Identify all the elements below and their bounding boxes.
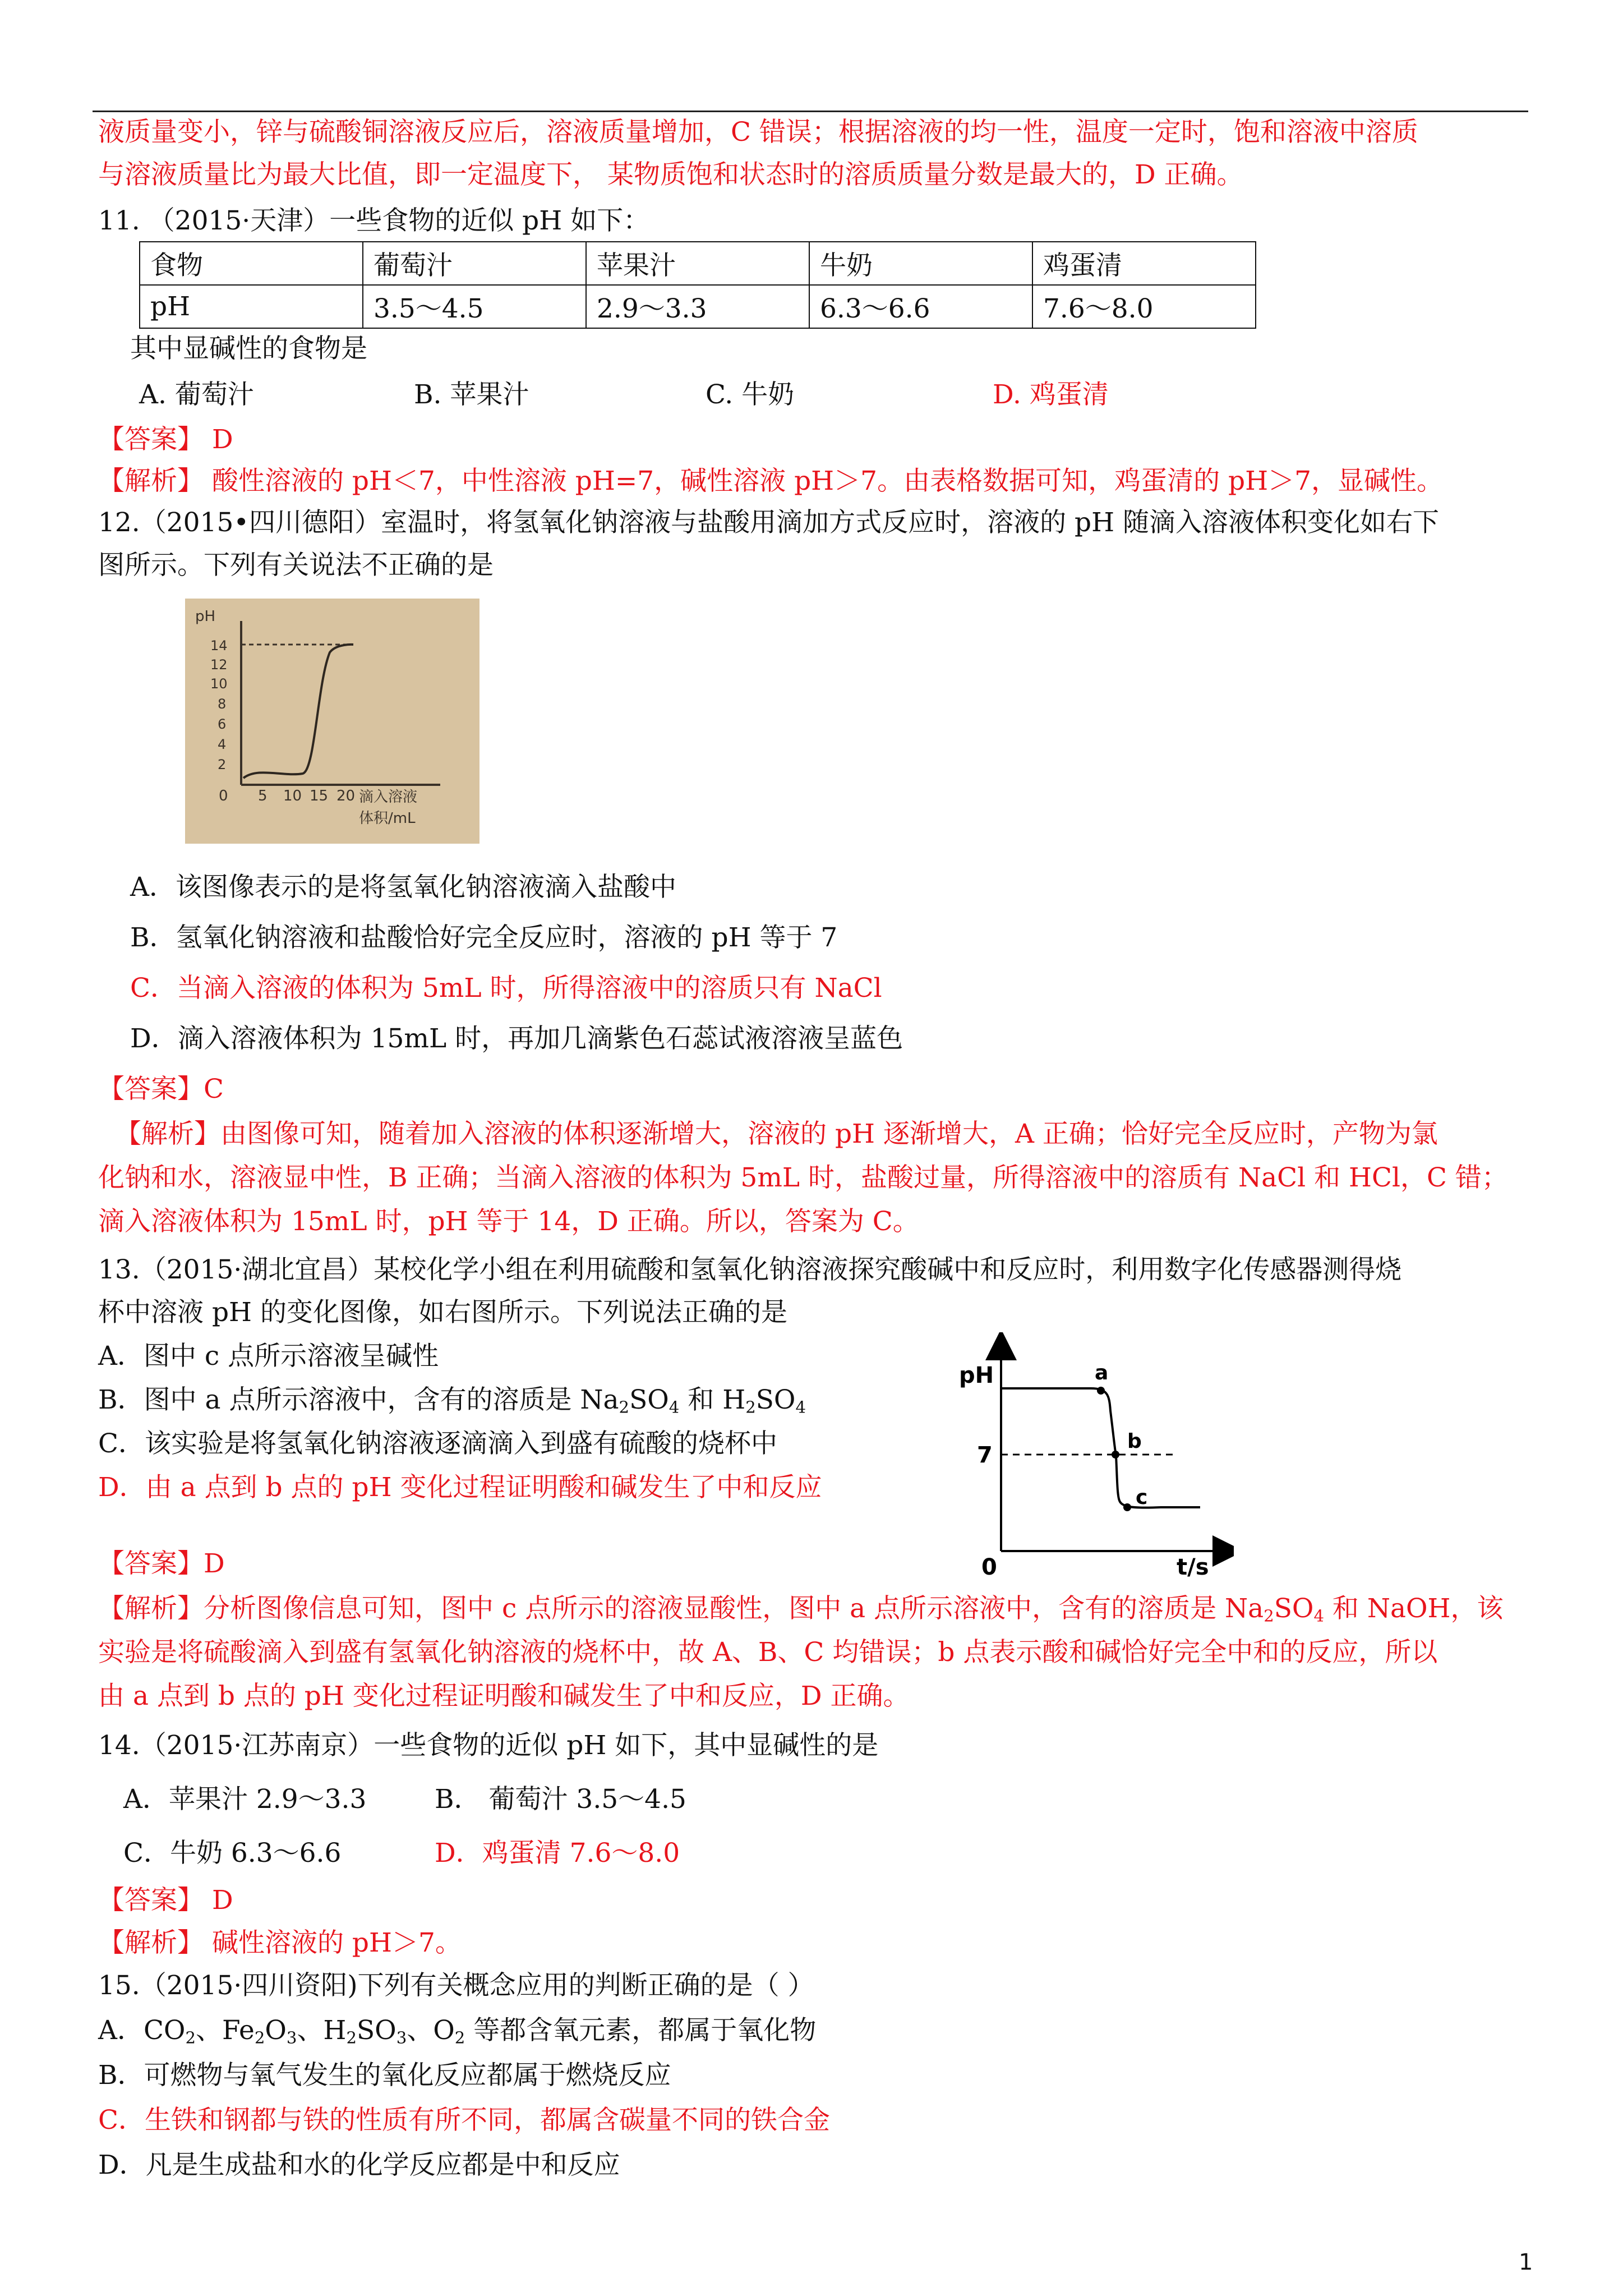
subscript: 3 xyxy=(396,2028,407,2047)
analysis-tag: 【解析】 xyxy=(98,1593,204,1624)
page-number: 1 xyxy=(1519,2249,1533,2275)
fig2-point-a: a xyxy=(1095,1361,1109,1384)
q11-option-b: B. 苹果汁 xyxy=(414,379,529,410)
q13-stem-1: 13.（2015·湖北宜昌）某校化学小组在利用硫酸和氢氧化钠溶液探究酸碱中和反应时，利用数字化传感器测得烧 xyxy=(98,1254,1402,1285)
fig-x-label-2: 体积/mL xyxy=(359,810,416,827)
text: 、Fe xyxy=(195,2015,255,2046)
subscript: 2 xyxy=(346,2028,357,2047)
text: SO xyxy=(755,1384,796,1415)
fig-y-label: pH xyxy=(195,608,216,625)
q15-option-b: B．可燃物与氧气发生的氧化反应都属于燃烧反应 xyxy=(98,2060,671,2091)
q11-stem: 11. （2015·天津）一些食物的近似 pH 如下： xyxy=(98,205,650,236)
text: 分析图像信息可知，图中 c 点所示的溶液显酸性，图中 a 点所示溶液中，含有的溶质是 Na xyxy=(204,1593,1264,1624)
answer-tag: 【答案】 xyxy=(98,1548,204,1579)
q11-option-d: D. 鸡蛋清 xyxy=(993,379,1109,410)
q13-option-a: A．图中 c 点所示溶液呈碱性 xyxy=(98,1341,439,1372)
q13-stem-2: 杯中溶液 pH 的变化图像，如右图所示。下列说法正确的是 xyxy=(98,1297,787,1328)
fig-y-tick: 14 xyxy=(210,638,228,654)
fig2-point-b: b xyxy=(1127,1430,1142,1453)
q14-option-c: C．牛奶 6.3～6.6 xyxy=(123,1838,342,1869)
q11-analysis: 酸性溶液的 pH＜7，中性溶液 pH=7，碱性溶液 pH＞7。由表格数据可知，鸡蛋清的 pH＞7，显碱性。 xyxy=(204,466,1443,496)
q11-question: 其中显碱性的食物是 xyxy=(130,333,367,364)
subscript: 2 xyxy=(619,1397,630,1417)
table-cell: 葡萄汁 xyxy=(363,242,586,285)
q13-option-d: D．由 a 点到 b 点的 pH 变化过程证明酸和碱发生了中和反应 xyxy=(98,1472,822,1503)
table-cell: 苹果汁 xyxy=(586,242,809,285)
q11-ph-table xyxy=(139,241,1256,329)
table-cell: 牛奶 xyxy=(809,242,1032,285)
fig2-point-c: c xyxy=(1136,1486,1148,1509)
text: SO xyxy=(629,1384,669,1415)
q15-stem: 15.（2015·四川资阳)下列有关概念应用的判断正确的是（ ） xyxy=(98,1970,814,2001)
q13-analysis-2: 实验是将硫酸滴入到盛有氢氧化钠溶液的烧杯中，故 A、B、C 均错误；b 点表示酸和碱恰好完全中和的反应，所以 xyxy=(98,1637,1438,1668)
q14-answer: D xyxy=(204,1885,233,1916)
table-cell: pH xyxy=(140,285,363,328)
table-cell: 鸡蛋清 xyxy=(1032,242,1256,285)
table-cell: 6.3～6.6 xyxy=(809,285,1032,328)
subscript: 3 xyxy=(286,2028,297,2047)
answer-tag: 【答案】 xyxy=(98,1074,204,1105)
q12-option-a: A．该图像表示的是将氢氧化钠溶液滴入盐酸中 xyxy=(130,872,676,903)
subscript: 2 xyxy=(454,2028,465,2047)
q12-option-d: D．滴入溶液体积为 15mL 时，再加几滴紫色石蕊试液溶液呈蓝色 xyxy=(130,1023,903,1054)
subscript: 2 xyxy=(254,2028,265,2047)
q13-analysis-1 xyxy=(98,1595,1504,1624)
text: 和 H xyxy=(679,1384,746,1415)
fig-y-tick: 4 xyxy=(218,737,227,752)
q12-analysis-2: 化钠和水，溶液显中性，B 正确；当滴入溶液的体积为 5mL 时，盐酸过量，所得溶液中的溶质有 NaCl 和 HCl，C 错； xyxy=(98,1162,1508,1193)
fig-y-tick: 12 xyxy=(210,657,228,673)
fig2-x-label: t/s xyxy=(1177,1554,1209,1580)
q15-option-a xyxy=(98,2017,816,2046)
fig-x-tick: 10 xyxy=(283,788,302,804)
subscript: 4 xyxy=(795,1397,806,1417)
subscript: 4 xyxy=(668,1397,680,1417)
q12-stem-2: 图所示。下列有关说法不正确的是 xyxy=(98,550,494,581)
q11-option-a: A. 葡萄汁 xyxy=(139,379,254,410)
q15-option-c: C．生铁和钢都与铁的性质有所不同，都属含碳量不同的铁合金 xyxy=(98,2105,830,2136)
q11-answer: D xyxy=(204,424,233,455)
q14-option-b: B． 葡萄汁 3.5～4.5 xyxy=(435,1784,686,1815)
header-rule xyxy=(93,111,1528,112)
fig-origin: 0 xyxy=(219,788,228,804)
q15-option-d: D．凡是生成盐和水的化学反应都是中和反应 xyxy=(98,2150,620,2180)
q12-answer: C xyxy=(204,1074,224,1105)
q12-analysis-3: 滴入溶液体积为 15mL 时，pH 等于 14，D 正确。所以，答案为 C。 xyxy=(98,1206,919,1237)
intro-line-1: 液质量变小，锌与硫酸铜溶液反应后，溶液质量增加，C 错误；根据溶液的均一性，温度一定时，饱和溶液中溶质 xyxy=(98,117,1418,148)
text: O xyxy=(265,2015,287,2046)
fig-y-tick: 6 xyxy=(218,716,227,732)
fig-y-tick: 2 xyxy=(218,757,227,772)
q13-option-b xyxy=(98,1384,806,1417)
text: B．图中 a 点所示溶液中，含有的溶质是 Na xyxy=(98,1384,619,1415)
fig-x-label-1: 滴入溶液 xyxy=(359,789,418,806)
subscript: 4 xyxy=(1313,1606,1324,1626)
subscript: 2 xyxy=(745,1397,756,1417)
q13-ph-graph xyxy=(942,1332,1234,1587)
text: 、O xyxy=(407,2015,455,2046)
table-cell: 食物 xyxy=(140,242,363,285)
q12-option-c: C．当滴入溶液的体积为 5mL 时，所得溶液中的溶质只有 NaCl xyxy=(130,973,882,1004)
q14-stem: 14.（2015·江苏南京）一些食物的近似 pH 如下，其中显碱性的是 xyxy=(98,1730,879,1761)
fig-x-tick: 20 xyxy=(336,788,356,804)
table-cell: 2.9～3.3 xyxy=(586,285,809,328)
text: 等都含氧元素，都属于氧化物 xyxy=(465,2015,817,2046)
subscript: 2 xyxy=(1264,1606,1274,1626)
q12-analysis-1: 由图像可知，随着加入溶液的体积逐渐增大，溶液的 pH 逐渐增大，A 正确；恰好完全反应时，产物为氯 xyxy=(220,1119,1438,1149)
answer-tag: 【答案】 xyxy=(98,1885,204,1916)
q13-option-c: C．该实验是将氢氧化钠溶液逐滴滴入到盛有硫酸的烧杯中 xyxy=(98,1428,777,1459)
fig2-y-label: pH xyxy=(959,1363,994,1388)
fig-x-tick: 5 xyxy=(258,788,268,804)
q12-ph-curve-photo xyxy=(185,599,479,844)
analysis-tag: 【解析】 xyxy=(98,1927,204,1958)
table-cell: 7.6～8.0 xyxy=(1032,285,1256,328)
text: 、H xyxy=(297,2015,347,2046)
q13-analysis-3: 由 a 点到 b 点的 pH 变化过程证明酸和碱发生了中和反应，D 正确。 xyxy=(98,1681,910,1711)
text: SO xyxy=(356,2015,396,2046)
table-row xyxy=(140,242,1256,285)
q13-answer: D xyxy=(204,1548,225,1579)
intro-line-2: 与溶液质量比为最大比值，即一定温度下， 某物质饱和状态时的溶质质量分数是最大的，D 正确。 xyxy=(98,159,1243,190)
table-cell: 3.5～4.5 xyxy=(363,285,586,328)
analysis-tag: 【解析】 xyxy=(115,1119,220,1149)
q14-option-d: D．鸡蛋清 7.6～8.0 xyxy=(435,1838,680,1869)
subscript: 2 xyxy=(185,2028,196,2047)
q14-analysis: 碱性溶液的 pH＞7。 xyxy=(204,1927,462,1958)
text: SO xyxy=(1274,1593,1314,1624)
text: A．CO xyxy=(98,2015,186,2046)
fig-y-tick: 10 xyxy=(210,676,228,692)
fig2-origin: 0 xyxy=(981,1554,997,1580)
q12-option-b: B．氢氧化钠溶液和盐酸恰好完全反应时，溶液的 pH 等于 7 xyxy=(130,922,838,953)
q11-option-c: C. 牛奶 xyxy=(706,379,795,410)
analysis-tag: 【解析】 xyxy=(98,466,204,496)
answer-tag: 【答案】 xyxy=(98,424,204,455)
q14-option-a: A．苹果汁 2.9～3.3 xyxy=(123,1784,367,1815)
fig-x-tick: 15 xyxy=(310,788,329,804)
table-row xyxy=(140,285,1256,328)
fig-y-tick: 8 xyxy=(218,696,227,712)
fig2-seven: 7 xyxy=(977,1442,993,1468)
q12-stem-1: 12.（2015•四川德阳）室温时，将氢氧化钠溶液与盐酸用滴加方式反应时，溶液的 pH 随滴入溶液体积变化如右下 xyxy=(98,507,1440,538)
text: 和 NaOH，该 xyxy=(1324,1593,1504,1624)
